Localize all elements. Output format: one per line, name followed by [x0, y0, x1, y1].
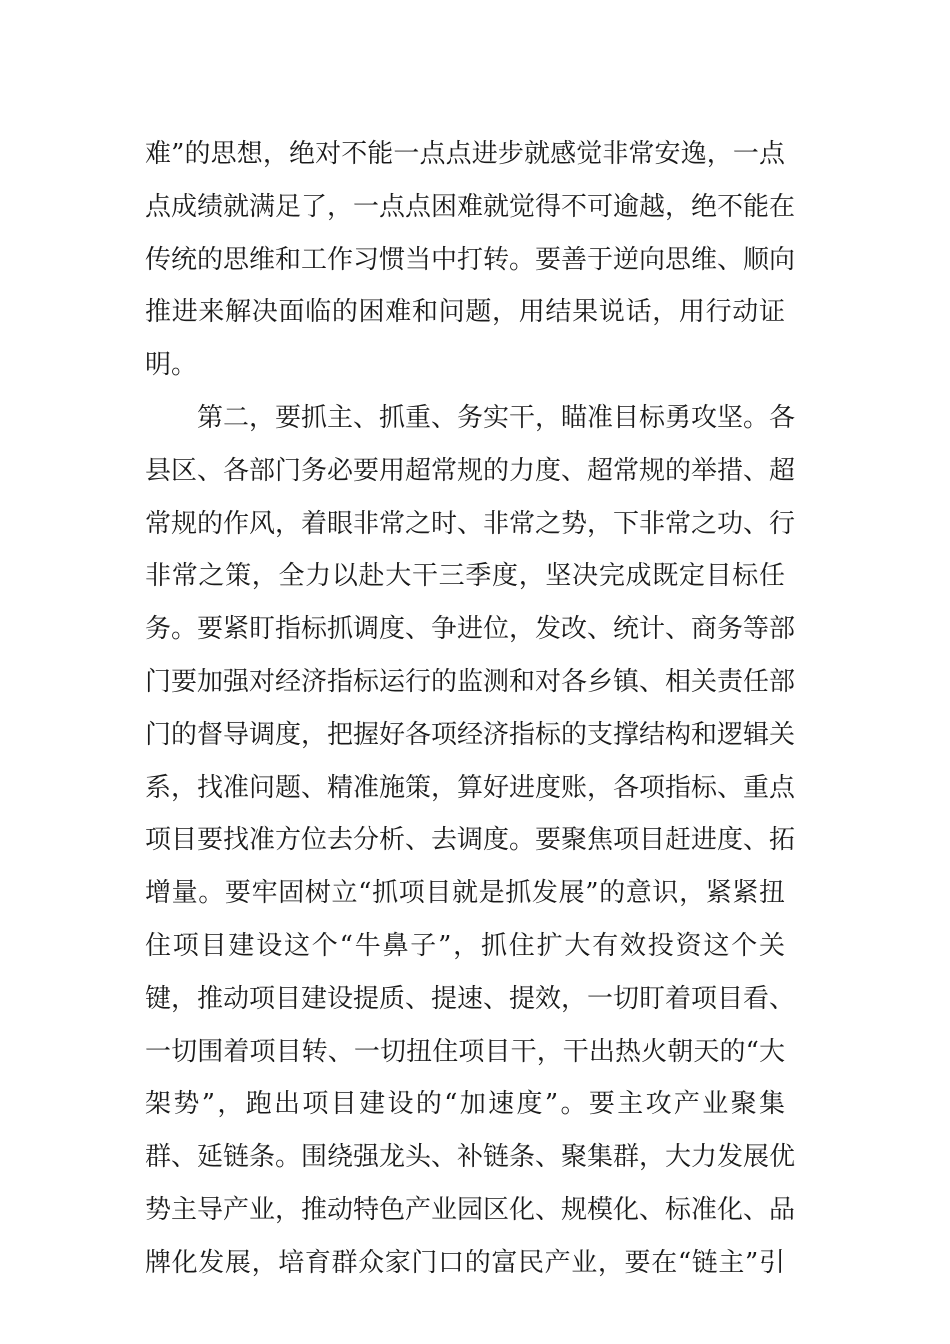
text-line: 推进来解决面临的困难和问题，用结果说话，用行动证: [145, 297, 785, 328]
text-line: 非常之策，全力以赴大干三季度，坚决完成既定目标任: [145, 561, 785, 592]
text-line: 键，推动项目建设提质、提速、提效，一切盯着项目看、: [145, 983, 796, 1014]
paragraph-1: [145, 128, 796, 392]
text-line: 明。: [145, 350, 198, 381]
text-line: 门的督导调度，把握好各项经济指标的支撑结构和逻辑关: [145, 719, 796, 750]
text-line: 一切围着项目转、一切扭住项目干，干出热火朝天的“大: [145, 1036, 785, 1067]
paragraph-2: [145, 392, 796, 1290]
text-line: 难”的思想，绝对不能一点点进步就感觉非常安逸，一点: [145, 139, 785, 169]
text-line: 常规的作风，着眼非常之时、非常之势，下非常之功、行: [145, 508, 796, 539]
text-line: 架势”，跑出项目建设的“加速度”。要主攻产业聚集: [145, 1089, 785, 1120]
text-line: 传统的思维和工作习惯当中打转。要善于逆向思维、顺向: [145, 244, 796, 275]
text-line: 第二，要抓主、抓重、务实干，瞄准目标勇攻坚。各: [197, 402, 796, 433]
text-line: 务。要紧盯指标抓调度、争进位，发改、统计、商务等部: [145, 614, 796, 645]
text-line: 系，找准问题、精准施策，算好进度账，各项指标、重点: [145, 772, 796, 803]
text-line: 增量。要牢固树立“抓项目就是抓发展”的意识，紧紧扭: [145, 878, 785, 909]
text-line: 门要加强对经济指标运行的监测和对各乡镇、相关责任部: [145, 666, 796, 697]
text-line: 势主导产业，推动特色产业园区化、规模化、标准化、品: [145, 1194, 796, 1225]
document-body: [145, 128, 796, 1290]
text-line: 群、延链条。围绕强龙头、补链条、聚集群，大力发展优: [145, 1142, 796, 1173]
text-line: 住项目建设这个“牛鼻子”，抓住扩大有效投资这个关: [145, 930, 785, 961]
text-line: 县区、各部门务必要用超常规的力度、超常规的举措、超: [145, 455, 796, 486]
text-line: 项目要找准方位去分析、去调度。要聚焦项目赶进度、拓: [145, 825, 796, 856]
text-line: 点成绩就满足了，一点点困难就觉得不可逾越，绝不能在: [145, 191, 796, 222]
text-line: 牌化发展，培育群众家门口的富民产业，要在“链主”引: [145, 1247, 785, 1278]
